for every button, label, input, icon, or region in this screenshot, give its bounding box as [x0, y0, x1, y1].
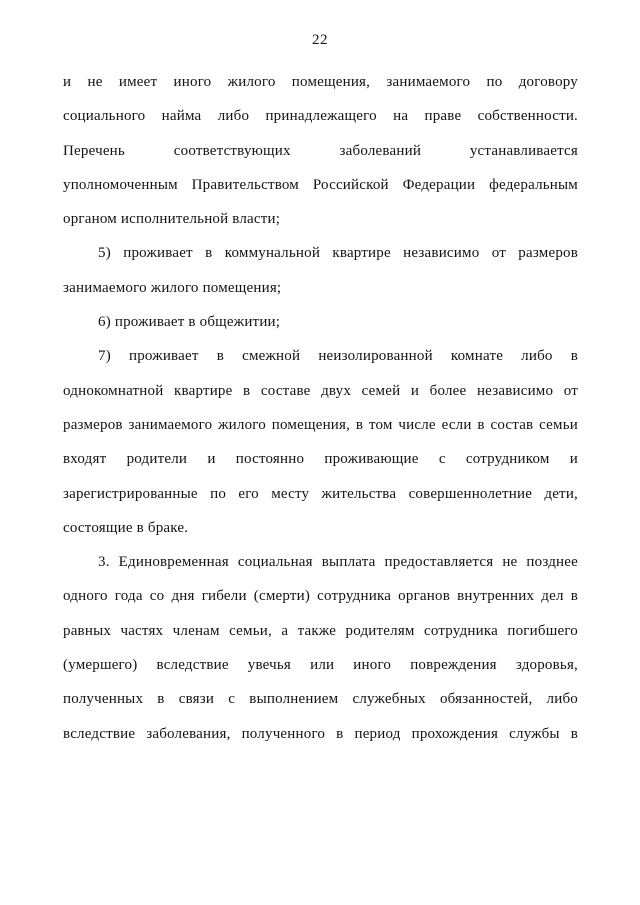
page-number: 22	[312, 32, 328, 48]
text-line: социального найма либо принадлежащего на праве собственности.	[63, 108, 578, 125]
text-line: 3. Единовременная социальная выплата предоставляется не позднее	[98, 554, 578, 571]
text-line: уполномоченным Правительством Российской Федерации федеральным	[63, 176, 578, 193]
text-line: состоящие в браке.	[63, 519, 189, 536]
text-line: вследствие заболевания, полученного в период прохождения службы в	[63, 725, 578, 742]
text-line: 6) проживает в общежитии;	[98, 314, 281, 331]
text-line: органом исполнительной власти;	[63, 211, 281, 228]
text-line: зарегистрированные по его месту жительства совершеннолетние дети,	[63, 485, 578, 502]
text-line: 7) проживает в смежной неизолированной комнате либо в	[98, 348, 578, 365]
paragraph-item-5	[63, 236, 578, 305]
paragraph-item-7	[63, 339, 578, 545]
text-line: Перечень соответствующих заболеваний устанавливается	[63, 142, 578, 159]
text-line: однокомнатной квартире в составе двух семей и более независимо от	[63, 382, 578, 399]
paragraph-point-3	[63, 545, 578, 751]
paragraph-item-6	[63, 305, 578, 339]
text-line: одного года со дня гибели (смерти) сотрудника органов внутренних дел в	[63, 588, 578, 605]
text-line: 5) проживает в коммунальной квартире независимо от размеров	[98, 245, 578, 262]
text-line: занимаемого жилого помещения;	[63, 279, 282, 296]
text-line: (умершего) вследствие увечья или иного повреждения здоровья,	[63, 657, 578, 674]
text-line: и не имеет иного жилого помещения, занимаемого по договору	[63, 74, 578, 90]
text-line: равных частях членам семьи, а также родителям сотрудника погибшего	[63, 622, 578, 639]
text-line: входят родители и постоянно проживающие с сотрудником и	[63, 451, 578, 468]
paragraph-continuation	[63, 65, 578, 236]
text-line: полученных в связи с выполнением служебных обязанностей, либо	[63, 691, 578, 708]
document-body	[63, 65, 578, 751]
text-line: размеров занимаемого жилого помещения, в том числе если в состав семьи	[63, 416, 578, 433]
